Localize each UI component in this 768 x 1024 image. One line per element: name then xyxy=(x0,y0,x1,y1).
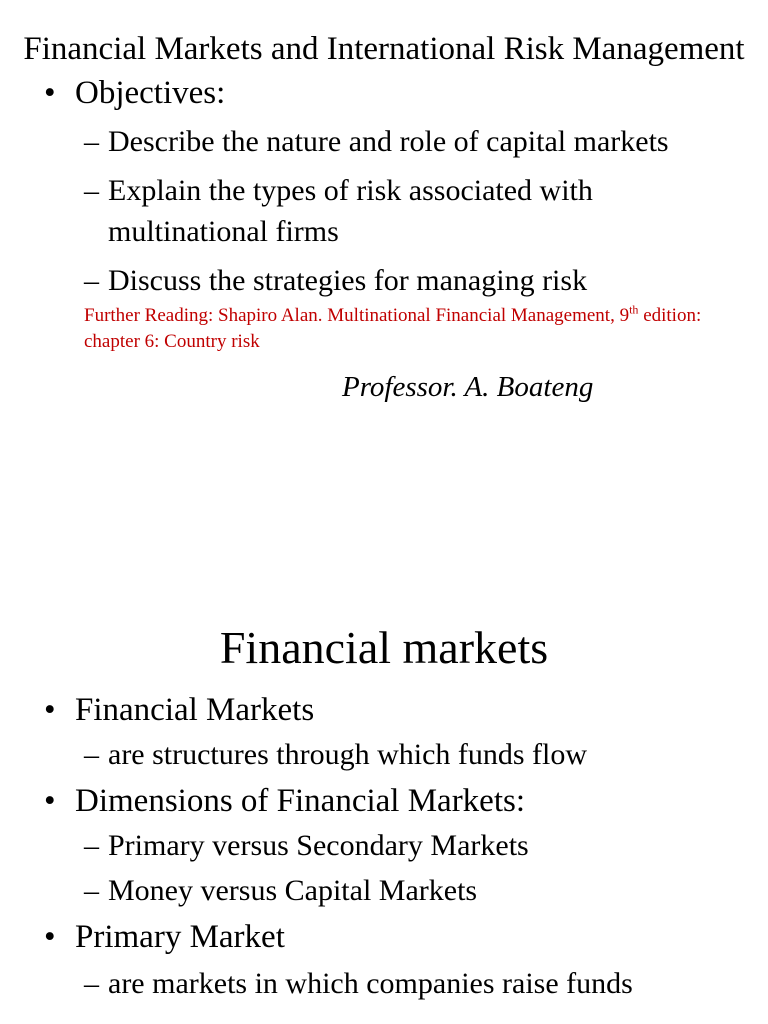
bullet-objectives: • Objectives: xyxy=(0,73,768,113)
further-reading-text: Further Reading: Shapiro Alan. Multinational Financial Management, 9 xyxy=(84,305,630,326)
slide-title: Financial Markets and International Risk Management xyxy=(23,31,745,67)
author-name: Professor. A. Boateng xyxy=(342,371,594,403)
bullet-financial-markets: • Financial Markets xyxy=(0,690,768,730)
objective-item: – Discuss the strategies for managing risk xyxy=(0,260,768,301)
bullet-primary-market: • Primary Market xyxy=(0,917,768,957)
sub-bullet: – are markets in which companies raise funds xyxy=(0,963,768,1004)
further-reading xyxy=(0,303,768,355)
objective-item: – Explain the types of risk associated with multinational firms xyxy=(0,170,768,252)
objective-item: – Describe the nature and role of capital markets xyxy=(0,121,768,162)
slide-title: Financial markets xyxy=(219,622,549,673)
further-reading-text-end: edition: chapter 6: Country risk xyxy=(84,305,702,352)
sub-bullet: – Primary versus Secondary Markets xyxy=(0,825,768,866)
sub-bullet: – Money versus Capital Markets xyxy=(0,870,768,911)
bullet-dimensions: • Dimensions of Financial Markets: xyxy=(0,781,768,821)
edition-superscript: th xyxy=(629,302,639,317)
sub-bullet: – are structures through which funds flow xyxy=(0,734,768,775)
slide-financial-markets xyxy=(0,600,768,1024)
